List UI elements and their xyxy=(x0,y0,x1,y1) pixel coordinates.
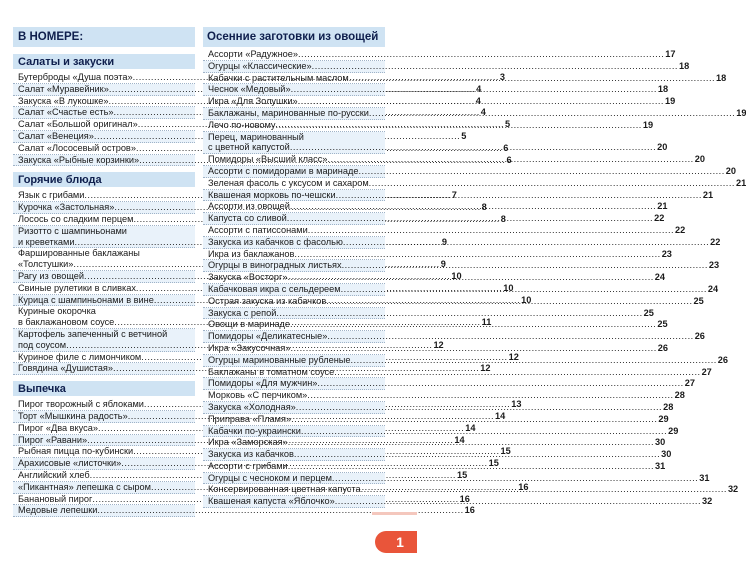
toc-entry-title: Курица с шампиньонами в вине xyxy=(18,294,154,305)
toc-entry-title: Консервированная цветная капуста xyxy=(208,484,361,495)
toc-entry-title: Язык с грибами xyxy=(18,190,85,201)
section-heading: Салаты и закуски xyxy=(13,54,195,69)
toc-entry-title: Закуска «Рыбные корзинки» xyxy=(18,154,140,165)
toc-entry-title: Рагу из овощей xyxy=(18,270,85,281)
toc-entry-title: Банановый пирог xyxy=(18,493,93,504)
toc-entry xyxy=(203,189,714,202)
toc-leader-dots xyxy=(276,308,642,319)
toc-entry-page: 22 xyxy=(675,224,686,235)
toc-entry-page: 15 xyxy=(456,469,468,480)
toc-entry-page: 12 xyxy=(480,363,491,374)
toc-entry-page: 32 xyxy=(702,496,713,507)
toc-entry-page: 13 xyxy=(511,399,522,410)
toc-leader-dots xyxy=(358,166,724,177)
toc-entry-page: 20 xyxy=(694,154,705,165)
toc-entry-title: Икра из баклажанов xyxy=(208,248,295,259)
toc-entry-page: 32 xyxy=(727,484,739,495)
toc-entry-page: 25 xyxy=(643,307,654,318)
toc-entry-page: 16 xyxy=(459,493,470,504)
toc-entry-title: Икра «Заморская» xyxy=(208,437,288,448)
toc-entry-page: 30 xyxy=(661,449,672,460)
toc-entry-page: 26 xyxy=(717,354,729,365)
toc-entry-title: Помидоры «Для мужчин» xyxy=(208,378,318,389)
toc-entry-page: 23 xyxy=(708,260,720,271)
toc-entry-title: Икра «Закусочная» xyxy=(208,342,291,353)
toc-entry-page: 24 xyxy=(654,272,666,283)
toc-entry xyxy=(203,72,727,85)
toc-entry xyxy=(203,213,665,225)
toc-entry-page: 11 xyxy=(481,317,492,328)
toc-entry-page: 9 xyxy=(441,236,447,247)
toc-entry xyxy=(203,107,746,120)
toc-entry-page: 12 xyxy=(508,351,519,362)
toc-entry-page: 23 xyxy=(661,248,672,259)
toc-entry-title: Салат «Большой оригинал» xyxy=(18,119,138,130)
toc-entry-title: Ассорти с грибами xyxy=(208,460,288,471)
toc-leader-dots xyxy=(294,249,660,260)
toc-entry-title: Морковь «С перчиком» xyxy=(208,390,308,401)
toc-entry xyxy=(203,96,676,108)
toc-entry-title: Приправа «Пламя» xyxy=(208,413,292,424)
toc-leader-dots xyxy=(287,272,653,283)
toc-entry-title: Острая закуска из кабачков xyxy=(208,295,327,306)
toc-entry-page: 20 xyxy=(657,142,668,153)
toc-entry-title: в баклажановом соусе xyxy=(18,317,115,328)
toc-entry-page: 31 xyxy=(699,472,710,483)
toc-entry-title: Закуска из кабачков с фасолью xyxy=(208,236,343,247)
toc-entry-page: 30 xyxy=(655,437,666,448)
toc-entry-title: Куриное филе с лимончиком xyxy=(18,351,142,362)
toc-leader-dots xyxy=(288,434,654,448)
toc-leader-dots xyxy=(290,343,656,354)
toc-entry-title: под соусом xyxy=(18,339,67,350)
toc-entry-page: 29 xyxy=(658,413,669,424)
toc-leader-dots xyxy=(327,331,693,342)
toc-entry-title: Салат «Лососевый остров» xyxy=(18,142,136,153)
toc-entry-page: 19 xyxy=(642,119,654,130)
toc-entry xyxy=(203,131,668,155)
toc-entry-page: 22 xyxy=(654,213,665,224)
toc-entry-title: Пирог «Равани» xyxy=(18,434,88,445)
toc-entry-page: 18 xyxy=(678,60,690,71)
toc-entry xyxy=(203,236,721,249)
toc-entry-title: Английский хлеб xyxy=(18,469,90,480)
toc-entry-page: 6 xyxy=(506,154,512,165)
page-badge-shadow xyxy=(372,512,417,515)
toc-entry-title: Арахисовые «листочки» xyxy=(18,458,122,469)
toc-entry-title: «Пикантная» лепешка с сыром xyxy=(18,481,151,492)
toc-entry-page: 5 xyxy=(461,130,467,141)
toc-entry-title-line1: Фаршированные баклажаны xyxy=(18,248,140,259)
toc-leader-dots xyxy=(332,473,698,484)
toc-entry xyxy=(203,201,668,213)
toc-leader-dots xyxy=(291,84,657,95)
toc-entry-page: 26 xyxy=(694,331,705,342)
toc-entry-page: 18 xyxy=(657,84,669,95)
toc-entry-title: Огурцы «Классические» xyxy=(208,60,312,71)
toc-entry-page: 25 xyxy=(657,319,668,330)
toc-entry-page: 24 xyxy=(707,283,719,294)
toc-entry-page: 21 xyxy=(702,189,714,200)
toc-entry-title: Лосось со сладким перцем xyxy=(18,213,134,224)
toc-entry-page: 27 xyxy=(701,366,712,377)
toc-entry-title: Ассорти «Радужное» xyxy=(208,49,298,59)
toc-entry-title: Торт «Мышкина радость» xyxy=(18,410,128,421)
toc-leader-dots xyxy=(317,378,683,389)
section-header-autumn-preserves: Осенние заготовки из овощей xyxy=(203,27,385,47)
toc-entry-title: Курочка «Застольная» xyxy=(18,202,115,213)
toc-entry-title: Кабачковая икра с сельдереем xyxy=(208,283,341,294)
toc-leader-dots xyxy=(349,73,715,84)
toc-entry-title-line1: Картофель запеченный с ветчиной xyxy=(18,328,168,339)
toc-entry-title: Огурцы с чесноком и перцем xyxy=(208,472,332,483)
toc-entry-page: 4 xyxy=(475,95,481,106)
toc-leader-dots xyxy=(341,284,707,295)
toc-entry-page: 14 xyxy=(454,434,465,445)
toc-entry-title: Говядина «Душистая» xyxy=(18,363,113,374)
toc-entry-page: 5 xyxy=(505,119,511,130)
toc-entry-title: Пирог «Два вкуса» xyxy=(18,422,98,433)
toc-entry-page: 27 xyxy=(684,378,695,389)
section-heading: Горячие блюда xyxy=(13,172,195,187)
toc-entry-title: Свиные рулетики в сливках xyxy=(18,282,136,293)
toc-entry-page: 14 xyxy=(495,410,506,421)
toc-entry-title: Баклажаны, маринованные по-русски xyxy=(208,107,369,118)
toc-leader-dots xyxy=(287,213,653,224)
toc-entry-title: Закуска с репой xyxy=(208,307,277,318)
toc-entry-page: 10 xyxy=(451,270,462,281)
toc-leader-dots xyxy=(361,481,727,495)
toc-entry-title: Капуста со сливой xyxy=(208,213,287,224)
toc-entry-page: 10 xyxy=(521,294,532,305)
toc-entry xyxy=(13,505,475,517)
toc-entry-title: Ассорти с помидорами в маринаде xyxy=(208,165,359,176)
contents-header: В НОМЕРЕ: xyxy=(13,27,195,47)
toc-entry-page: 12 xyxy=(433,339,444,350)
toc-entry-page: 19 xyxy=(736,107,746,118)
toc-entry-title: с цветной капустой xyxy=(208,142,290,153)
toc-entry-title: Помидоры «Высший класс» xyxy=(208,154,328,165)
toc-leader-dots xyxy=(342,260,708,271)
toc-entry-title: Огурцы маринованные рубленые xyxy=(208,354,351,365)
toc-entry-page: 31 xyxy=(655,460,666,471)
toc-entry-page: 29 xyxy=(668,425,679,436)
toc-entry xyxy=(203,260,720,272)
toc-entry-page: 19 xyxy=(664,96,676,107)
section-heading: Выпечка xyxy=(13,381,195,396)
toc-entry-title: Бутерброды «Душа поэта» xyxy=(18,72,133,82)
toc-leader-dots xyxy=(369,108,735,119)
toc-entry-page: 28 xyxy=(663,401,674,412)
toc-entry-page: 8 xyxy=(500,213,506,224)
toc-leader-dots xyxy=(335,493,701,507)
toc-leader-dots xyxy=(336,190,702,201)
toc-leader-dots xyxy=(294,449,660,460)
toc-entry-title: и креветками xyxy=(18,236,75,247)
toc-entry xyxy=(203,49,676,61)
toc-entry-page: 15 xyxy=(500,446,511,457)
toc-entry-page: 16 xyxy=(464,505,475,516)
toc-entry xyxy=(203,390,685,402)
toc-entry-title: Закуска «Восторг» xyxy=(208,272,288,283)
toc-leader-dots xyxy=(369,178,735,189)
toc-entry xyxy=(203,331,705,343)
toc-entry-page: 16 xyxy=(518,481,529,492)
toc-entry-page: 18 xyxy=(716,72,727,83)
toc-leader-dots xyxy=(308,225,674,236)
toc-entry-title: Ассорти с патиссонами xyxy=(208,224,308,235)
toc-entry-page: 6 xyxy=(503,142,509,153)
toc-entry xyxy=(203,119,654,132)
toc-leader-dots xyxy=(334,367,700,378)
toc-entry-page: 21 xyxy=(735,177,746,188)
toc-entry-title: Салат «Муравейник» xyxy=(18,83,109,94)
toc-entry xyxy=(203,177,746,190)
toc-entry-line2 xyxy=(208,142,668,153)
toc-leader-dots xyxy=(350,355,716,366)
toc-entry-page: 28 xyxy=(674,390,685,401)
toc-entry-title-line1: Куриные окорочка xyxy=(18,306,96,317)
toc-entry-title: Лечо по-новому xyxy=(208,119,276,130)
toc-entry xyxy=(203,60,690,73)
toc-leader-dots xyxy=(290,319,656,330)
toc-entry-title: Медовые лепешки xyxy=(18,505,98,516)
toc-leader-dots xyxy=(343,237,709,248)
toc-entry xyxy=(203,84,669,96)
toc-leader-dots xyxy=(291,414,657,425)
toc-entry-page: 20 xyxy=(725,165,737,176)
toc-leader-dots xyxy=(301,426,667,437)
toc-entry-page: 14 xyxy=(465,422,476,433)
toc-entry-page: 4 xyxy=(480,107,486,118)
toc-entry-title: Ассорти из овощей xyxy=(208,201,290,212)
toc-entry-page: 3 xyxy=(499,72,506,82)
toc-entry-title: Чеснок «Медовый» xyxy=(208,84,291,95)
toc-entry-title-line1: Ризотто с шампиньонами xyxy=(18,225,127,236)
toc-entry-title: Рыбная пицца по-кубински xyxy=(18,446,134,457)
toc-entry xyxy=(203,224,686,237)
toc-entry-page: 8 xyxy=(481,202,487,213)
toc-entry-page: 9 xyxy=(440,259,446,270)
page-number-badge: 1 xyxy=(375,531,417,553)
toc-entry xyxy=(203,378,695,390)
toc-entry-page: 4 xyxy=(476,83,482,94)
toc-entry-title: Квашеная капуста «Яблочко» xyxy=(208,496,335,507)
toc-entry-page: 26 xyxy=(657,342,668,353)
toc-leader-dots xyxy=(296,402,662,413)
toc-entry-page: 10 xyxy=(503,282,514,293)
toc-entry-title: Закуска «В лукошке» xyxy=(18,95,109,106)
toc-entry xyxy=(203,165,737,178)
toc-entry-title: Баклажаны в томатном соусе xyxy=(208,366,335,377)
toc-leader-dots xyxy=(298,49,664,60)
toc-entry-title: Овощи в маринаде xyxy=(208,319,291,330)
toc-leader-dots xyxy=(326,296,692,307)
toc-entry-title: Огурцы в виноградных листьях xyxy=(208,260,342,271)
toc-entry-page: 25 xyxy=(693,295,704,306)
toc-entry-title: Зеленая фасоль с уксусом и сахаром xyxy=(208,177,369,188)
toc-entry-title: Кабачки с растительным маслом xyxy=(208,72,349,83)
toc-entry-page: 22 xyxy=(710,236,721,247)
toc-leader-dots xyxy=(298,96,664,107)
toc-entry-title: Закуска из кабачков xyxy=(208,449,294,460)
toc-entry-title: Салат «Счастье есть» xyxy=(18,107,114,118)
toc-entry xyxy=(203,248,672,261)
toc-leader-dots xyxy=(327,154,693,165)
toc-entry-page: 15 xyxy=(488,458,499,469)
toc-entry-title: Салат «Венеция» xyxy=(18,130,94,141)
toc-entry xyxy=(203,307,654,320)
toc-entry-title-line1: Перец, маринованный xyxy=(208,131,304,142)
toc-leader-dots xyxy=(290,201,656,212)
toc-leader-dots xyxy=(290,142,656,153)
toc-entry-title: Кабачки по-украински xyxy=(208,425,301,436)
toc-entry xyxy=(203,154,705,166)
toc-leader-dots xyxy=(307,390,673,401)
toc-entry-title: Помидоры «Деликатесные» xyxy=(208,331,328,342)
toc-entry-title: Икра «Для Золушки» xyxy=(208,96,298,107)
toc-entry-title: Закуска «Холодная» xyxy=(208,401,296,412)
toc-entry-page: 17 xyxy=(665,49,676,59)
toc-leader-dots xyxy=(288,461,654,472)
toc-leader-dots xyxy=(312,61,678,72)
toc-leader-dots xyxy=(276,120,642,131)
toc-entry-title: Пирог творожный с яблоками xyxy=(18,399,144,410)
toc-entry-title: Квашеная морковь по-чешски xyxy=(208,189,336,200)
toc-entry-title: «Толстушки» xyxy=(18,259,74,270)
toc-entry-page: 7 xyxy=(451,190,457,201)
toc-entry-page: 21 xyxy=(657,201,668,212)
